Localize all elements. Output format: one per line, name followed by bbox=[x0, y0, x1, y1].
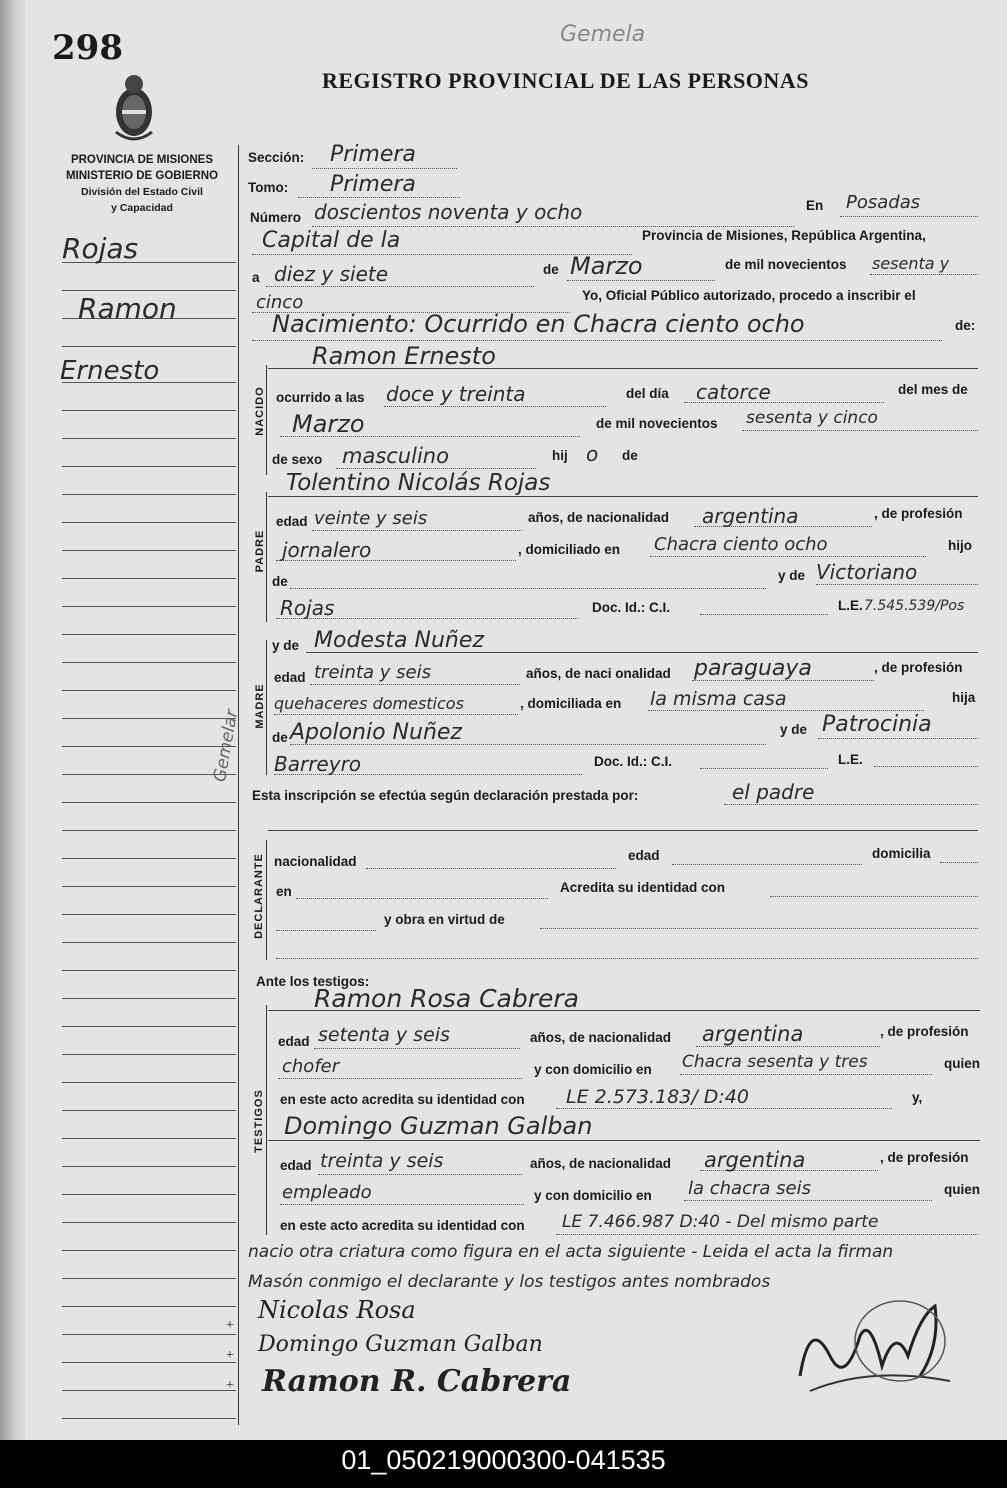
ocurrido-label: ocurrido a las bbox=[276, 390, 365, 405]
margin-line bbox=[62, 1026, 236, 1027]
declarante-line bbox=[724, 804, 978, 805]
padre-nac-value: argentina bbox=[702, 504, 799, 528]
margin-line bbox=[62, 1418, 236, 1419]
margin-line bbox=[62, 1166, 236, 1167]
margin-line bbox=[62, 1306, 236, 1307]
t2-edad-label: edad bbox=[280, 1158, 312, 1173]
authority-line-2: MINISTERIO DE GOBIERNO bbox=[65, 170, 219, 182]
dia-nac-value: catorce bbox=[696, 380, 771, 404]
side-label-padre: PADRE bbox=[254, 529, 266, 573]
margin-line bbox=[62, 494, 236, 495]
t2-nac-value: argentina bbox=[704, 1148, 806, 1172]
mes-line bbox=[567, 280, 715, 281]
t1-doc-line bbox=[556, 1108, 892, 1109]
margin-line bbox=[62, 1082, 236, 1083]
madre-ap-value: Barreyro bbox=[274, 752, 362, 776]
signature-testigo-2: Domingo Guzman Galban bbox=[258, 1332, 543, 1357]
madre-dom-value: la misma casa bbox=[650, 688, 787, 710]
en-label: En bbox=[806, 198, 824, 213]
mes-value: Marzo bbox=[570, 252, 643, 280]
madre-edad-line bbox=[310, 684, 520, 685]
t1-prof-value: chofer bbox=[282, 1056, 340, 1077]
numero-value: doscientos noventa y ocho bbox=[314, 200, 583, 224]
dia-line bbox=[266, 286, 534, 287]
signature-mark: + bbox=[226, 1378, 234, 1393]
t2-edad-line bbox=[318, 1174, 522, 1175]
madre-nac-label: años, de naci onalidad bbox=[526, 666, 671, 681]
padre-madre-value: Victoriano bbox=[816, 560, 918, 584]
padre-nac-label: años, de nacionalidad bbox=[528, 510, 670, 525]
margin-line bbox=[62, 1362, 236, 1363]
padre-le-value: 7.545.539/Pos bbox=[864, 598, 965, 614]
padre-y-de-label: y de bbox=[778, 568, 806, 583]
margin-line bbox=[62, 1194, 236, 1195]
margin-line bbox=[62, 550, 236, 551]
t2-dom-line bbox=[684, 1200, 932, 1201]
testigos-divider bbox=[266, 1005, 267, 1235]
madre-y-de-label: y de bbox=[272, 638, 300, 653]
madre-le-label: L.E. bbox=[838, 752, 863, 767]
signature-mark: + bbox=[226, 1348, 234, 1363]
dia-value: diez y siete bbox=[274, 262, 389, 286]
margin-line bbox=[62, 438, 236, 439]
provincia-label: Provincia de Misiones, República Argentina, bbox=[642, 228, 926, 243]
madre-edad-value: treinta y seis bbox=[314, 662, 431, 683]
t1-doc-value: LE 2.573.183/ D:40 bbox=[566, 1086, 749, 1108]
padre-doc-label: Doc. Id.: C.I. bbox=[592, 600, 671, 615]
padre-ap-value: Rojas bbox=[280, 596, 335, 620]
inscripcion-label: Esta inscripción se efectúa según declaración prestada por: bbox=[252, 788, 639, 803]
footer-id: 01_050219000300-041535 bbox=[341, 1445, 666, 1475]
signature-testigo-1: Ramon R. Cabrera bbox=[262, 1364, 572, 1399]
decl-nacionalidad-label: nacionalidad bbox=[274, 854, 357, 869]
acta-line bbox=[252, 340, 942, 341]
t1-nac-value: argentina bbox=[702, 1022, 804, 1046]
madre-divider bbox=[266, 640, 267, 775]
margin-line bbox=[62, 802, 236, 803]
numero-line bbox=[312, 226, 794, 227]
t1-y-label: y, bbox=[912, 1090, 923, 1105]
de-label: de: bbox=[955, 318, 976, 333]
side-label-declarante: DECLARANTE bbox=[253, 853, 265, 939]
madre-value: Modesta Nuñez bbox=[314, 628, 484, 653]
authority-line-4: y Capacidad bbox=[111, 202, 173, 214]
hij-label: hij bbox=[552, 448, 568, 463]
margin-line bbox=[62, 466, 236, 467]
declarante-divider bbox=[266, 840, 267, 960]
margin-line bbox=[62, 1110, 236, 1111]
a-label: a bbox=[252, 270, 260, 285]
seccion-label: Sección: bbox=[248, 150, 305, 165]
decl-acredita-line bbox=[770, 896, 978, 897]
margin-line bbox=[62, 662, 236, 663]
padre-edad-value: veinte y seis bbox=[314, 508, 428, 529]
madre-prof-label: , de profesión bbox=[874, 660, 963, 675]
numero-label: Número bbox=[250, 210, 302, 225]
decl-domicilia-label: domicilia bbox=[872, 846, 931, 861]
del-dia-label: del día bbox=[626, 386, 669, 401]
padre-dom-line bbox=[650, 556, 926, 557]
decl-edad-label: edad bbox=[628, 848, 660, 863]
madre-doc-label: Doc. Id.: C.I. bbox=[594, 754, 673, 769]
margin-line bbox=[62, 886, 236, 887]
margin-line bbox=[62, 1334, 236, 1335]
official-signature-icon bbox=[790, 1286, 960, 1406]
sexo-line bbox=[336, 468, 536, 469]
t2-prof-label: , de profesión bbox=[880, 1150, 969, 1165]
padre-line bbox=[268, 496, 978, 497]
madre-madre-line bbox=[818, 738, 978, 739]
madre-padre-value: Apolonio Nuñez bbox=[290, 720, 462, 745]
anio-line bbox=[870, 274, 978, 275]
margin-line bbox=[62, 914, 236, 915]
madre-y-de2-label: y de bbox=[780, 722, 808, 737]
t1-dom-value: Chacra sesenta y tres bbox=[682, 1052, 868, 1072]
del-mes-label: del mes de bbox=[898, 382, 968, 397]
margin-line bbox=[62, 718, 236, 719]
t1-nac-label: años, de nacionalidad bbox=[530, 1030, 672, 1045]
t2-prof-line bbox=[280, 1204, 524, 1205]
margin-line bbox=[62, 290, 236, 291]
t2-acredita-label: en este acto acredita su identidad con bbox=[280, 1218, 525, 1233]
testigo1-value: Ramon Rosa Cabrera bbox=[314, 984, 579, 1013]
t1-edad-line bbox=[314, 1048, 520, 1049]
decl-en-label: en bbox=[276, 884, 292, 899]
hija-label: hija bbox=[952, 690, 976, 705]
hora-line bbox=[384, 406, 606, 407]
coat-of-arms-icon bbox=[110, 62, 158, 144]
capital-value: Capital de la bbox=[262, 228, 401, 253]
margin-line bbox=[62, 858, 236, 859]
t2-doc-value: LE 7.466.987 D:40 - Del mismo parte bbox=[562, 1212, 879, 1232]
margin-line bbox=[62, 410, 236, 411]
margin-line bbox=[62, 1054, 236, 1055]
padre-madre-line bbox=[816, 584, 978, 585]
margin-line bbox=[62, 1222, 236, 1223]
decl-separator bbox=[268, 830, 978, 831]
madre-madre-value: Patrocinia bbox=[822, 712, 932, 737]
book-binding bbox=[0, 0, 26, 1440]
decl-y-obra-label: y obra en virtud de bbox=[384, 912, 505, 927]
decl-dom-line bbox=[940, 862, 978, 863]
signature-mark: + bbox=[226, 1318, 234, 1333]
madre-dom-label: , domiciliada en bbox=[520, 696, 622, 711]
padre-de-label: de bbox=[272, 574, 288, 589]
side-label-nacido: NACIDO bbox=[254, 386, 266, 436]
continuation-line-2: Masón conmigo el declarante y los testigos antes nombrados bbox=[248, 1272, 771, 1292]
declarante-value: el padre bbox=[732, 780, 815, 804]
continuation-line-1: nacio otra criatura como figura en el acta siguiente - Leida el acta la firman bbox=[248, 1242, 894, 1262]
hora-value: doce y treinta bbox=[386, 382, 526, 406]
t1-edad-label: edad bbox=[278, 1034, 310, 1049]
t2-prof-value: empleado bbox=[282, 1182, 372, 1203]
t1-nac-line bbox=[696, 1046, 880, 1047]
side-label-madre: MADRE bbox=[254, 683, 266, 729]
madre-de-label: de bbox=[272, 730, 288, 745]
seccion-line bbox=[312, 168, 457, 169]
anio-nac-line bbox=[742, 430, 978, 431]
top-annotation: Gemela bbox=[560, 22, 646, 47]
yo-oficial-label: Yo, Oficial Público autorizado, procedo a inscribir el bbox=[582, 288, 916, 303]
t1-prof-line bbox=[278, 1078, 522, 1079]
margin-surname: Rojas bbox=[62, 232, 139, 265]
hijo-label: hijo bbox=[948, 538, 972, 553]
t2-doc-line bbox=[556, 1234, 978, 1235]
acta-value: Nacimiento: Ocurrido en Chacra ciento ocho bbox=[272, 310, 805, 338]
t2-dom-label: y con domicilio en bbox=[534, 1188, 652, 1203]
decl-en-line bbox=[296, 898, 548, 899]
t1-dom-label: y con domicilio en bbox=[534, 1062, 652, 1077]
decl-edad-line bbox=[672, 864, 862, 865]
padre-padre-line bbox=[290, 588, 766, 589]
hij-de-label: de bbox=[622, 448, 638, 463]
page-number: 298 bbox=[52, 28, 123, 68]
padre-prof-value: jornalero bbox=[282, 538, 372, 562]
margin-line bbox=[62, 970, 236, 971]
t1-dom-line bbox=[680, 1074, 932, 1075]
signature-declarante: Nicolas Rosa bbox=[258, 1296, 416, 1324]
tomo-value: Primera bbox=[330, 172, 416, 197]
authority-line-1: PROVINCIA DE MISIONES bbox=[70, 154, 214, 166]
mil-novecientos-label: de mil novecientos bbox=[725, 257, 847, 272]
margin-line bbox=[62, 690, 236, 691]
decl-virtud-line bbox=[540, 928, 978, 929]
t1-edad-value: setenta y seis bbox=[318, 1024, 450, 1046]
madre-prof-value: quehaceres domesticos bbox=[274, 694, 464, 713]
margin-line bbox=[62, 634, 236, 635]
margin-line bbox=[62, 578, 236, 579]
tomo-line bbox=[298, 197, 460, 198]
padre-divider bbox=[266, 492, 267, 622]
decl-nac-line bbox=[366, 868, 616, 869]
anio-value: sesenta y bbox=[872, 254, 950, 273]
margin-line bbox=[62, 942, 236, 943]
t1-acredita-label: en este acto acredita su identidad con bbox=[280, 1092, 525, 1107]
madre-edad-label: edad bbox=[274, 670, 306, 685]
document-title: REGISTRO PROVINCIAL DE LAS PERSONAS bbox=[322, 68, 809, 93]
madre-le-line bbox=[874, 766, 978, 767]
margin-line bbox=[62, 606, 236, 607]
mes-label: de bbox=[543, 262, 559, 277]
hij-value: o bbox=[586, 442, 599, 466]
padre-le-label: L.E. bbox=[838, 598, 863, 613]
side-label-testigos: TESTIGOS bbox=[253, 1089, 265, 1153]
en-line bbox=[840, 216, 978, 217]
madre-nac-value: paraguaya bbox=[694, 656, 812, 681]
margin-line bbox=[62, 1390, 236, 1391]
t1-prof-label: , de profesión bbox=[880, 1024, 969, 1039]
tomo-label: Tomo: bbox=[248, 180, 289, 195]
madre-prof-line bbox=[274, 714, 518, 715]
margin-line bbox=[62, 998, 236, 999]
ante-testigos-label: Ante los testigos: bbox=[256, 974, 370, 989]
margin-second-name: Ernesto bbox=[60, 356, 160, 386]
madre-ci-line bbox=[700, 768, 828, 769]
testigo2-line bbox=[268, 1140, 980, 1141]
t2-nac-label: años, de nacionalidad bbox=[530, 1156, 672, 1171]
padre-ci-line bbox=[700, 614, 828, 615]
authority-line-3: División del Estado Civil bbox=[81, 186, 203, 198]
decl-acredita-label: Acredita su identidad con bbox=[560, 880, 726, 895]
footer-bar bbox=[0, 1440, 1007, 1488]
anio-nac-value: sesenta y cinco bbox=[746, 408, 878, 428]
margin-note: Gemelar bbox=[210, 708, 243, 784]
decl-extra-line bbox=[276, 958, 978, 959]
padre-prof-label: , de profesión bbox=[874, 506, 963, 521]
t2-dom-value: la chacra seis bbox=[688, 1178, 811, 1199]
anio2-value: cinco bbox=[256, 292, 304, 313]
margin-line bbox=[62, 746, 236, 747]
en-value: Posadas bbox=[846, 192, 921, 213]
decl-virtud-pre-line bbox=[276, 930, 376, 931]
margin-line bbox=[62, 522, 236, 523]
margin-line bbox=[62, 346, 236, 347]
de-sexo-label: de sexo bbox=[272, 452, 323, 467]
column-divider bbox=[238, 145, 239, 1425]
padre-edad-line bbox=[312, 530, 522, 531]
margin-line bbox=[62, 1138, 236, 1139]
madre-dom-line bbox=[648, 710, 924, 711]
margin-line bbox=[62, 1278, 236, 1279]
t2-quien-label: quien bbox=[944, 1182, 980, 1197]
mes-nac-value: Marzo bbox=[292, 410, 365, 438]
padre-value: Tolentino Nicolás Rojas bbox=[286, 470, 551, 496]
margin-line bbox=[62, 830, 236, 831]
nombre-value: Ramon Ernesto bbox=[312, 342, 496, 370]
nacido-divider bbox=[266, 365, 267, 475]
padre-edad-label: edad bbox=[276, 514, 308, 529]
margin-line bbox=[62, 1250, 236, 1251]
de-mil-nov-label: de mil novecientos bbox=[596, 416, 718, 431]
padre-dom-value: Chacra ciento ocho bbox=[654, 534, 828, 555]
sexo-value: masculino bbox=[342, 444, 449, 468]
padre-dom-label: , domiciliado en bbox=[518, 542, 621, 557]
issuing-authority bbox=[52, 152, 232, 216]
t1-quien-label: quien bbox=[944, 1056, 980, 1071]
margin-first-name: Ramon bbox=[78, 292, 177, 325]
t2-edad-value: treinta y seis bbox=[320, 1150, 444, 1172]
testigo2-value: Domingo Guzman Galban bbox=[284, 1112, 593, 1140]
seccion-value: Primera bbox=[330, 142, 416, 167]
